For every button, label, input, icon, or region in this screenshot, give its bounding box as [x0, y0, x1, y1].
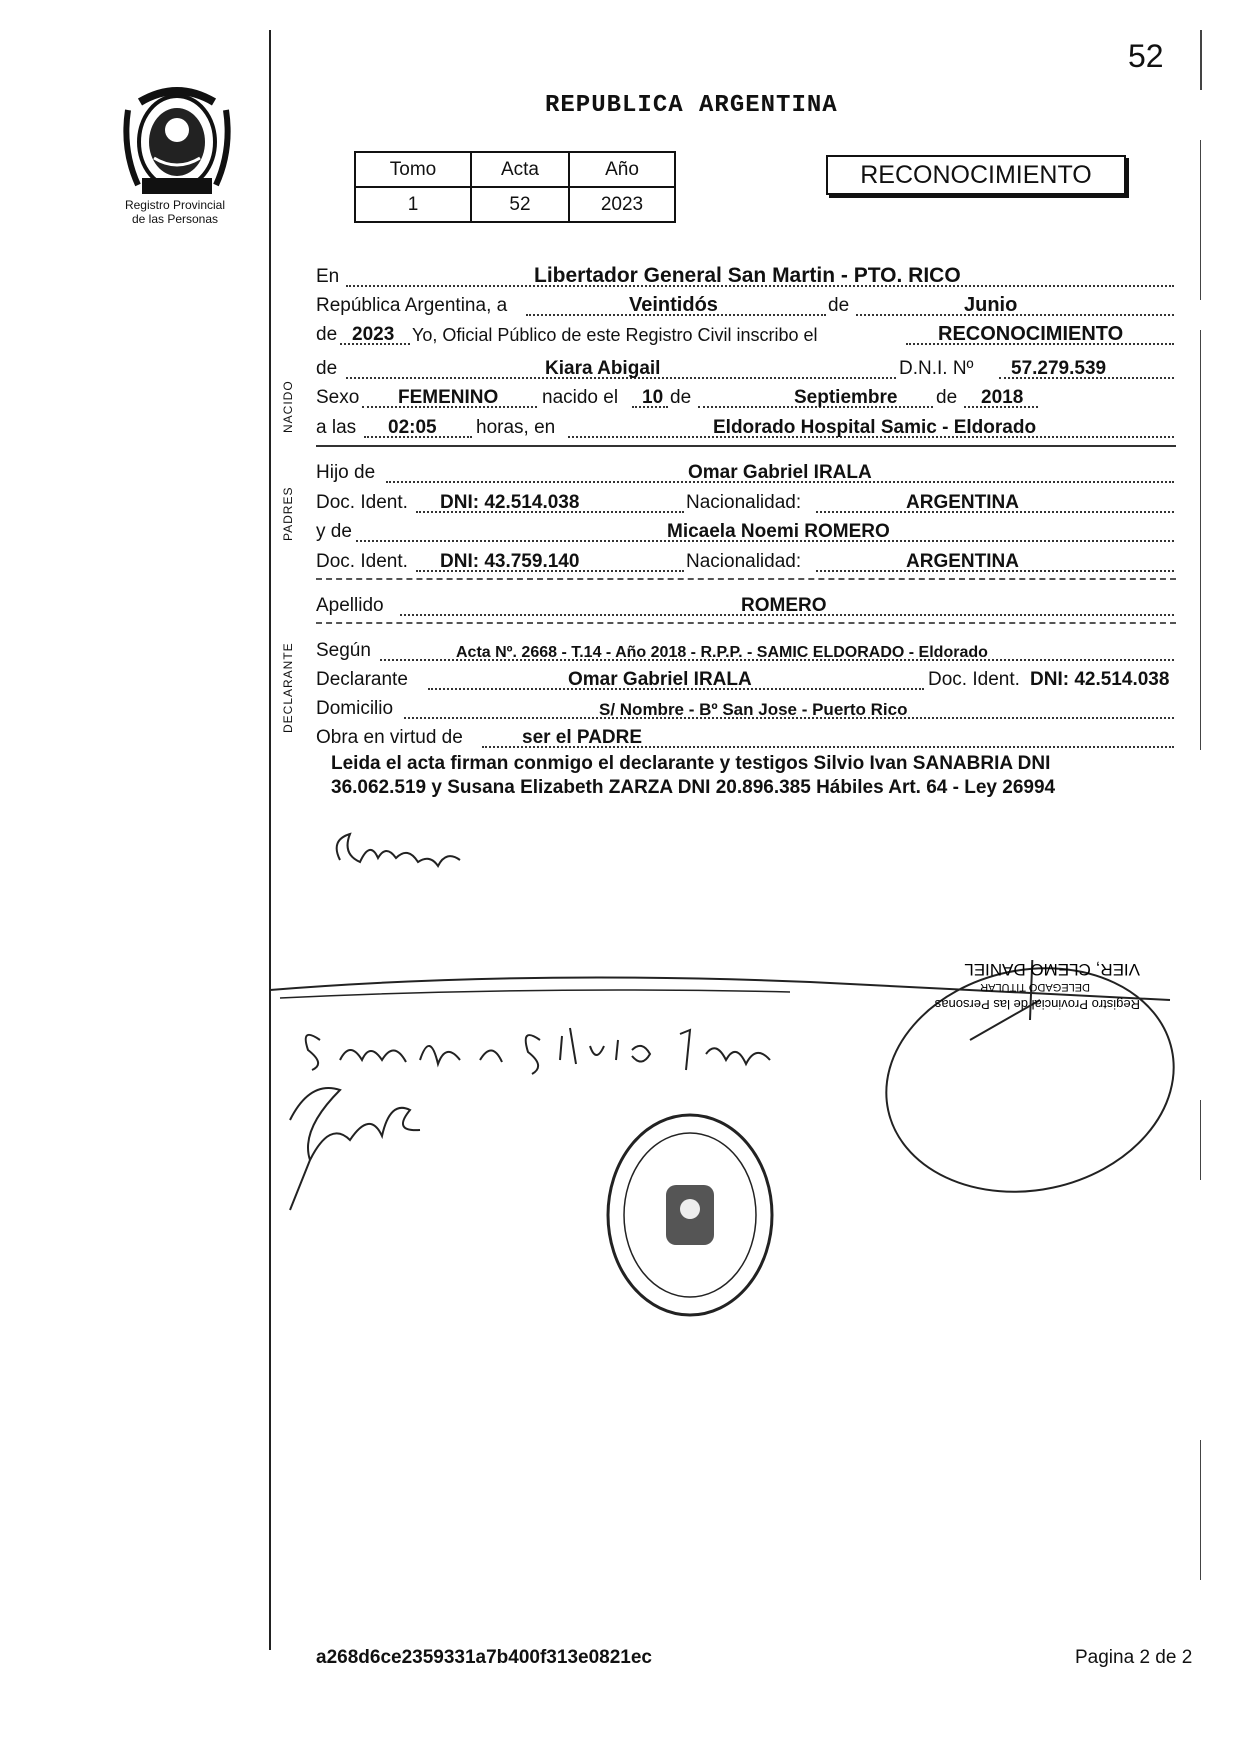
de-label-5: de	[936, 387, 958, 408]
child-dni-value: 57.279.539	[1011, 358, 1107, 379]
acts-by-value: ser el PADRE	[522, 727, 643, 748]
according-label: Según	[316, 640, 371, 661]
row-birth-time	[316, 413, 1174, 441]
row-according	[316, 636, 1174, 664]
right-margin-line	[1200, 30, 1202, 90]
act-type-value: RECONOCIMIENTO	[938, 323, 1124, 345]
section-divider	[316, 578, 1176, 580]
address-label: Domicilio	[316, 698, 394, 719]
dni-label: D.N.I. Nº	[899, 358, 974, 379]
tomo-value: 1	[355, 187, 471, 222]
row-place	[316, 262, 1174, 290]
sexo-label: Sexo	[316, 387, 360, 408]
row-address	[316, 694, 1174, 722]
logo-caption: Registro Provincial de las Personas	[124, 198, 226, 226]
ano-value: 2023	[569, 187, 675, 222]
country-title: REPUBLICA ARGENTINA	[545, 92, 838, 119]
side-label-nacido: NACIDO	[281, 380, 295, 433]
birth-place-value: Eldorado Hospital Samic - Eldorado	[713, 417, 1037, 438]
col-header-acta: Acta	[471, 152, 569, 187]
row-child-name	[316, 354, 1174, 382]
father-doc-value: DNI: 42.514.038	[440, 492, 580, 513]
doc-label: Doc. Ident.	[316, 492, 408, 513]
row-surname	[316, 591, 1174, 619]
mother-nationality-value: ARGENTINA	[906, 551, 1019, 572]
declarant-signature	[320, 820, 470, 880]
record-table	[354, 151, 676, 223]
row-father-doc	[316, 488, 1174, 516]
en-label: En	[316, 266, 340, 287]
place-value: Libertador General San Martin - PTO. RICO	[534, 264, 961, 287]
declarant-label: Declarante	[316, 669, 408, 690]
row-declarant	[316, 665, 1174, 693]
republic-label: República Argentina, a	[316, 295, 508, 316]
province-coat-of-arms-logo	[118, 80, 236, 200]
row-mother	[316, 517, 1174, 545]
surname-value: ROMERO	[741, 595, 827, 616]
row-acts-by	[316, 723, 1174, 751]
row-father	[316, 458, 1174, 486]
de-label-3: de	[316, 358, 338, 379]
row-official	[316, 320, 1174, 348]
stamp-line-3: VIER, CLEMO DANIEL	[964, 960, 1140, 979]
col-header-ano: Año	[569, 152, 675, 187]
doc-label-2: Doc. Ident.	[316, 551, 408, 572]
signatures-and-seals	[270, 960, 1230, 1380]
birth-year-value: 2018	[981, 387, 1024, 408]
address-value: S/ Nombre - Bº San Jose - Puerto Rico	[599, 700, 908, 719]
nationality-label-2: Nacionalidad:	[686, 551, 802, 572]
day-value: Veintidós	[629, 294, 718, 316]
father-name-value: Omar Gabriel IRALA	[688, 462, 872, 483]
de-label-4: de	[670, 387, 692, 408]
official-text: Yo, Oficial Público de este Registro Civil inscribo el	[412, 325, 818, 345]
page-indicator: Pagina 2 de 2	[1075, 1647, 1193, 1668]
de-label: de	[828, 295, 850, 316]
year-value: 2023	[352, 324, 395, 345]
acts-label: Obra en virtud de	[316, 727, 463, 748]
birth-time-value: 02:05	[388, 417, 437, 438]
mother-name-value: Micaela Noemi ROMERO	[667, 521, 890, 542]
acta-value: 52	[471, 187, 569, 222]
row-sex-birth	[316, 383, 1174, 411]
closing-statement: Leida el acta firman conmigo el declarante y testigos Silvio Ivan SANABRIA DNI 36.062.519 y Susana Elizabeth ZARZA DNI 20.896.385 Hábiles Art. 64 - Ley 26994	[331, 753, 1056, 798]
stamp-line-2: DELEGADO TITULAR	[980, 981, 1090, 993]
birth-day-value: 10	[642, 387, 664, 408]
side-label-declarante: DECLARANTE	[281, 642, 295, 733]
right-margin-line	[1200, 1440, 1201, 1580]
row-date	[316, 291, 1174, 319]
hours-label: horas, en	[476, 417, 556, 438]
de-label-2: de	[316, 324, 338, 345]
month-value: Junio	[964, 294, 1018, 316]
page-number: 52	[1128, 38, 1164, 74]
mother-doc-value: DNI: 43.759.140	[440, 551, 580, 572]
stamp-line-1: Registro Provincial de las Personas	[934, 997, 1140, 1012]
section-divider	[316, 622, 1176, 624]
section-divider	[316, 445, 1176, 447]
son-of-label: Hijo de	[316, 462, 376, 483]
right-margin-line	[1200, 330, 1201, 750]
row-mother-doc	[316, 547, 1174, 575]
document-hash: a268d6ce2359331a7b400f313e0821ec	[316, 1647, 652, 1668]
born-label: nacido el	[542, 387, 619, 408]
doc-label-3: Doc. Ident.	[928, 669, 1020, 690]
child-name-value: Kiara Abigail	[545, 358, 661, 379]
declarant-name-value: Omar Gabriel IRALA	[568, 669, 752, 690]
according-value: Acta Nº. 2668 - T.14 - Año 2018 - R.P.P. - SAMIC ELDORADO - Eldorado	[456, 644, 988, 661]
and-of-label: y de	[316, 521, 352, 542]
father-nationality-value: ARGENTINA	[906, 492, 1019, 513]
side-label-padres: PADRES	[281, 486, 295, 541]
surname-label: Apellido	[316, 595, 384, 616]
birth-month-value: Septiembre	[794, 387, 898, 408]
left-margin-line	[269, 30, 271, 1650]
right-margin-line	[1200, 140, 1201, 300]
declarant-doc-value: DNI: 42.514.038	[1030, 669, 1170, 690]
col-header-tomo: Tomo	[355, 152, 471, 187]
record-type-box: RECONOCIMIENTO	[826, 155, 1126, 195]
at-label: a las	[316, 417, 357, 438]
nationality-label: Nacionalidad:	[686, 492, 802, 513]
sex-value: FEMENINO	[398, 387, 499, 408]
